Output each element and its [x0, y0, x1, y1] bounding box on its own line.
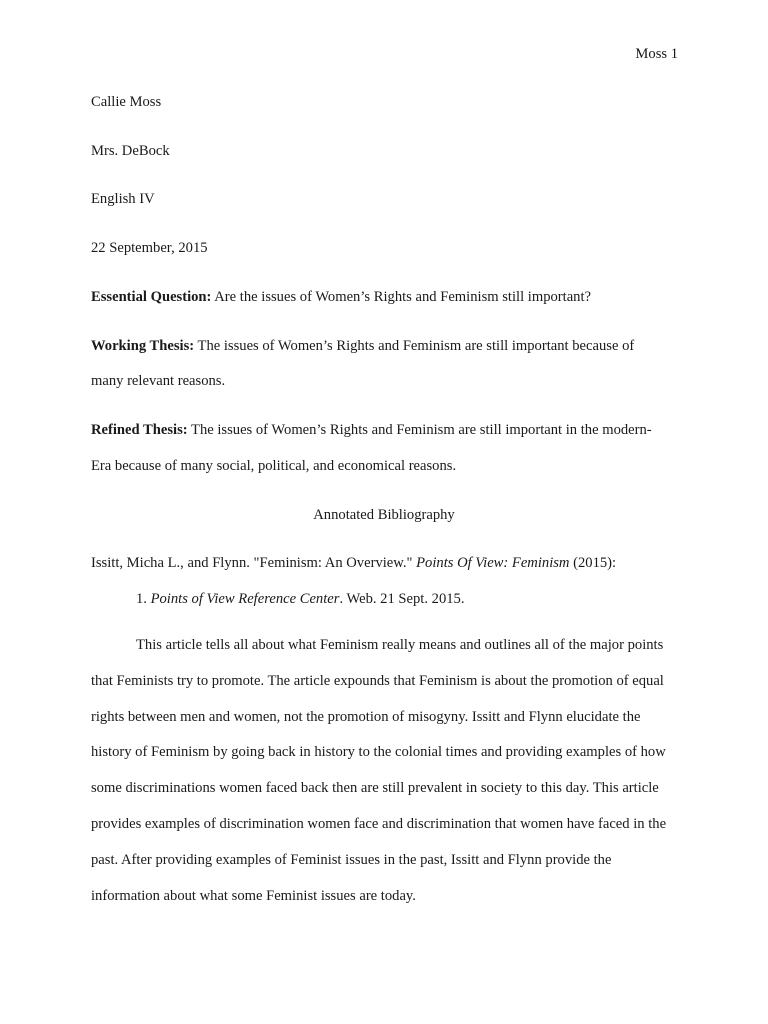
- essential-question: [91, 289, 591, 306]
- essential-question-text: Are the issues of Women’s Rights and Feminism still important?: [211, 289, 592, 305]
- running-head: Moss 1: [635, 46, 678, 62]
- citation-line-2: [136, 591, 464, 608]
- working-thesis-label: Working Thesis:: [91, 338, 195, 354]
- annotation-paragraph: This article tells all about what Feminism really means and outlines all of the major points that Feminists try to promote. The article expounds that Feminism is about the promotion of equal rights between men and women, not the promotion of misogyny. Issitt and Flynn elucidate the history of Feminism by going back in history to the colonial times and providing examples of how some discriminations women faced back then are still prevalent in society to this day. This article provides examples of discrimination women face and discrimination that women have faced in the past. After providing examples of Feminist issues in the past, Issitt and Flynn provide the information about what some Feminist issues are today.: [91, 637, 667, 904]
- citation-year: (2015):: [569, 555, 617, 571]
- working-thesis-text: The issues of Women’s Rights and Feminism are still important because of: [194, 338, 635, 354]
- refined-thesis-line-1: [91, 422, 652, 439]
- refined-thesis-label: Refined Thesis:: [91, 422, 188, 438]
- citation-line-1: [91, 555, 616, 572]
- citation-number: 1.: [136, 591, 151, 607]
- citation-access: . Web. 21 Sept. 2015.: [339, 591, 465, 607]
- essential-question-label: Essential Question:: [91, 289, 212, 305]
- working-thesis-line-2: many relevant reasons.: [91, 373, 226, 389]
- working-thesis-line-1: [91, 338, 634, 355]
- course-name: English IV: [91, 191, 155, 207]
- author-name: Callie Moss: [91, 94, 162, 110]
- citation-authors-title: Issitt, Micha L., and Flynn. "Feminism: An Overview.": [91, 555, 417, 571]
- instructor-name: Mrs. DeBock: [91, 143, 170, 159]
- citation-source: Points Of View: Feminism: [416, 555, 570, 571]
- citation-database: Points of View Reference Center: [150, 591, 340, 607]
- date: 22 September, 2015: [91, 240, 208, 256]
- bibliography-title: Annotated Bibliography: [313, 507, 455, 523]
- refined-thesis-line-2: Era because of many social, political, and economical reasons.: [91, 458, 457, 474]
- refined-thesis-text: The issues of Women’s Rights and Feminism are still important in the modern-: [187, 422, 652, 438]
